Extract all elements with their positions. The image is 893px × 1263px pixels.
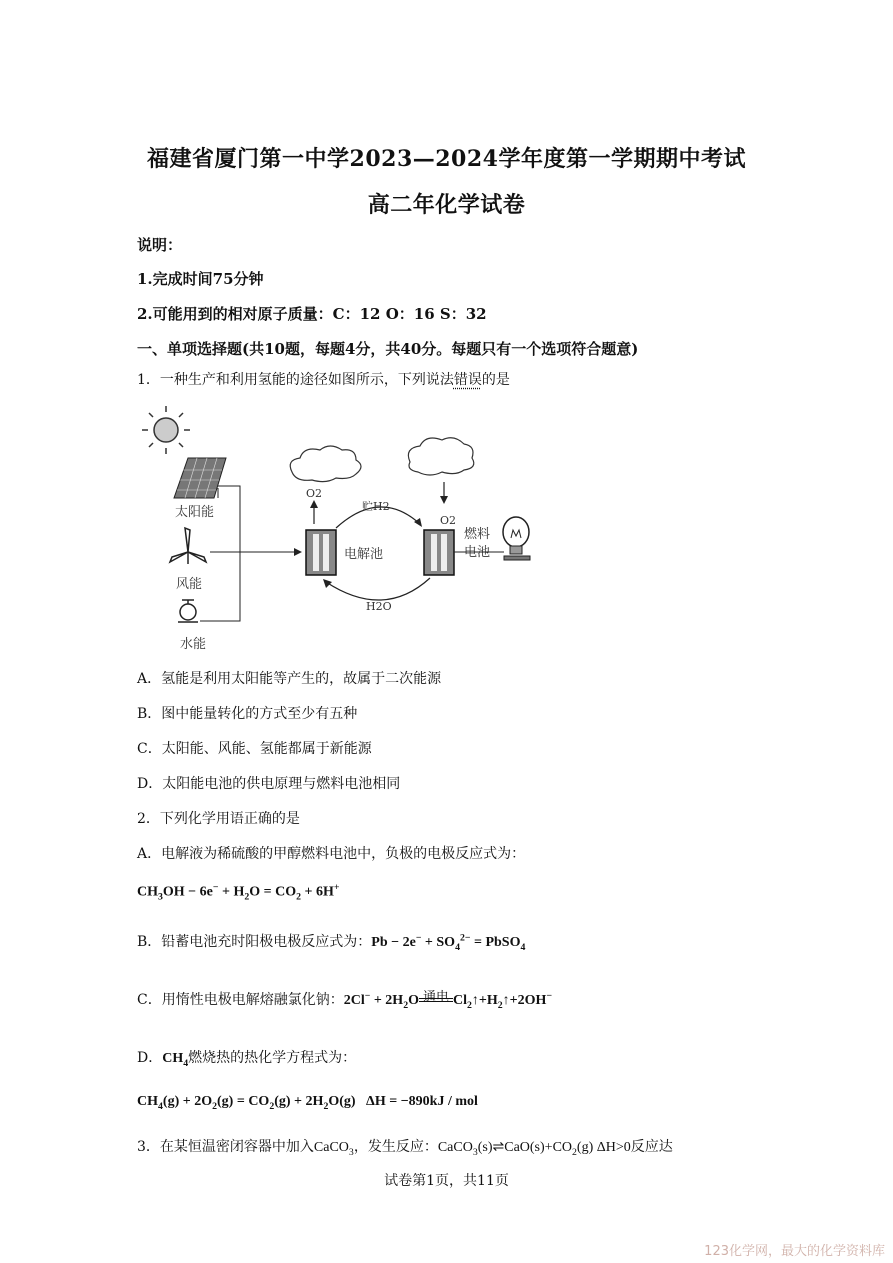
watermark: 123化学网，最大的化学资料库	[704, 1244, 885, 1259]
page-number: 试卷第1页，共11页	[384, 1173, 509, 1189]
q2-stem: 2．下列化学用语正确的是	[137, 811, 300, 827]
q2-option-d[interactable]: D．$CH_4$燃烧热的热化学方程式为：	[137, 1050, 357, 1069]
q3-stem-start: 3．在某恒温密闭容器中加入	[137, 1139, 314, 1155]
atomic-mass-label: 2.可能用到的相对原子质量：	[137, 305, 333, 323]
q2-option-c[interactable]	[137, 989, 552, 1011]
q2-option-d-formula: $CH_4$	[162, 1051, 189, 1069]
fuel-cell-label-2: 电池	[464, 545, 491, 560]
q1-stem-prefix: 1．一种生产和利用氢能的途径如图所示，下列说法	[137, 372, 454, 388]
fuel-cell-label-1: 燃料	[464, 527, 491, 542]
wind-turbine-icon	[170, 528, 206, 564]
q2-option-d-text: 燃烧热的热化学方程式为：	[188, 1050, 357, 1066]
q2-option-b[interactable]	[137, 931, 525, 953]
electrolyzer-icon	[306, 530, 336, 575]
q3-stem-mid: ，发生反应：	[353, 1139, 438, 1155]
page-subtitle: 高二年化学试卷	[367, 192, 526, 218]
q1-option-b[interactable]: B．图中能量转化的方式至少有五种	[137, 706, 358, 722]
q2-option-a-equation: $CH_3OH - 6e^- + H_2O = CO_2 + 6H^+$	[137, 882, 340, 903]
sun-icon	[142, 406, 190, 454]
q1-energy-diagram	[130, 400, 550, 660]
section-heading: 一、单项选择题(共10题，每题4分，共40分。每题只有一个选项符合题意)	[137, 340, 639, 358]
q2-option-c-equation: $2Cl^- + 2H_2O$ 通电 $Cl_2↑+H_2↑+2OH^-$	[344, 993, 552, 1008]
q2-option-d-equation: $CH_4(g) + 2O_2(g) = CO_2(g) + 2H_2O(g) \Delta H = -890kJ$ / mol	[137, 1094, 478, 1112]
q1-option-a[interactable]: A．氢能是利用太阳能等产生的，故属于二次能源	[137, 671, 442, 687]
page-title: 福建省厦门第一中学2023—2024学年度第一学期期中考试	[147, 146, 746, 172]
cloud-icon	[290, 446, 361, 482]
notes-item-atomic-mass	[137, 303, 487, 324]
q1-stem-emphasis: 错误	[453, 372, 482, 388]
q2-option-c-text: C．用惰性电极电解熔融氯化钠：	[137, 992, 344, 1008]
water-label: 水能	[180, 637, 207, 652]
q3-stem-end: 反应达	[630, 1139, 673, 1155]
q1-option-c[interactable]: C．太阳能、风能、氢能都属于新能源	[137, 741, 372, 757]
q2-option-a[interactable]: A．电解液为稀硫酸的甲醇燃料电池中，负极的电极反应式为：	[137, 846, 526, 862]
fuel-cell-icon	[424, 530, 454, 575]
q1-stem	[137, 369, 510, 389]
store-h2-label: 贮H2	[362, 500, 390, 513]
o2-left-label: O2	[306, 487, 323, 500]
h2o-label: H2O	[366, 600, 392, 613]
notes-heading: 说明：	[137, 236, 183, 254]
notes-item-time: 1.完成时间75分钟	[137, 270, 264, 288]
atomic-mass-values: C：12 O：16 S：32	[332, 305, 487, 323]
q1-stem-suffix: 的是	[481, 372, 510, 388]
o2-right-label: O2	[440, 514, 457, 527]
light-bulb-icon	[503, 517, 530, 560]
q1-option-d[interactable]: D．太阳能电池的供电原理与燃料电池相同	[137, 776, 401, 792]
q3-stem: 3．在某恒温密闭容器中加入CaCO$_3$，发生反应：$CaCO_3(s)\rightleftharpoons CaO(s)+CO_2(g)$ ΔH>0反应达	[137, 1139, 673, 1158]
electrolyzer-label: 电解池	[344, 547, 384, 562]
wind-label: 风能	[176, 577, 203, 592]
q2-option-b-text: B．铅蓄电池充时阳极电极反应式为：	[137, 934, 372, 950]
cloud-icon	[408, 438, 473, 475]
q2-option-b-equation: $Pb - 2e^- + SO_4^{2-}$ = PbSO$_4$	[371, 932, 526, 953]
water-turbine-icon	[178, 600, 198, 622]
solar-label: 太阳能	[175, 505, 215, 520]
solar-panel-icon	[174, 458, 226, 498]
electrolysis-condition: 通电	[422, 990, 449, 1005]
